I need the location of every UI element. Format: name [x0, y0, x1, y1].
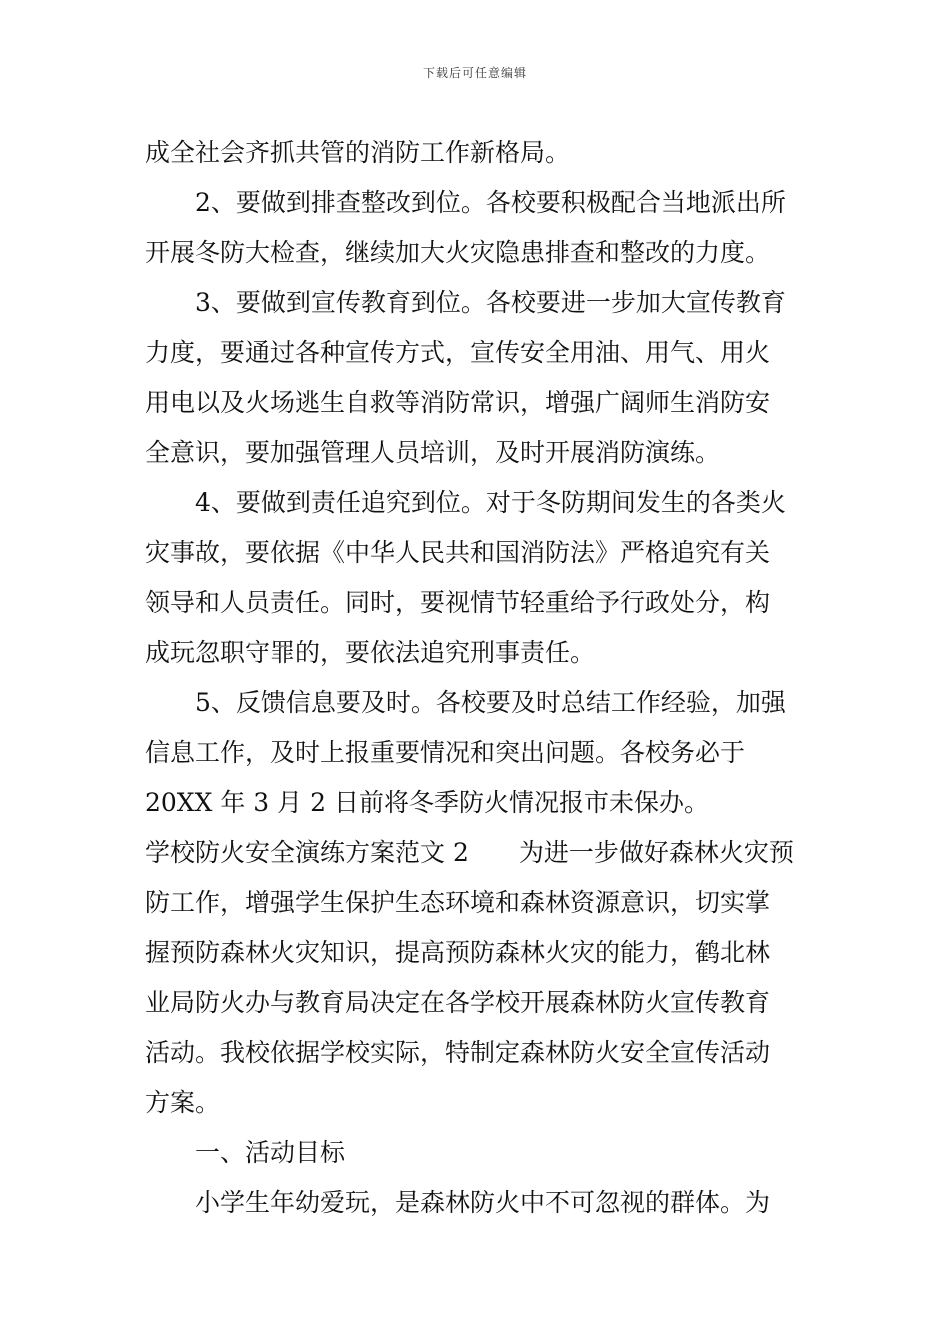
text-line: 2、要做到排查整改到位。各校要积极配合当地派出所	[195, 188, 786, 217]
text-line: 5、反馈信息要及时。各校要及时总结工作经验，加强	[195, 688, 786, 717]
text-line: 20XX 年 3 月 2 日前将冬季防火情况报市未保办。	[145, 788, 709, 817]
text-line: 方案。	[145, 1088, 221, 1117]
page-header: 下载后可任意编辑	[422, 66, 527, 80]
text-line: 全意识，要加强管理人员培训，及时开展消防演练。	[145, 438, 721, 467]
document-body	[145, 128, 810, 1228]
text-line: 成全社会齐抓共管的消防工作新格局。	[145, 138, 571, 167]
text-line: 开展冬防大检查，继续加大火灾隐患排查和整改的力度。	[145, 238, 771, 267]
text-line: 力度，要通过各种宣传方式，宣传安全用油、用气、用火	[145, 338, 771, 367]
text-line: 信息工作，及时上报重要情况和突出问题。各校务必于	[145, 738, 746, 767]
text-line: 防工作，增强学生保护生态环境和森林资源意识，切实掌	[145, 888, 771, 917]
text-line: 灾事故，要依据《中华人民共和国消防法》严格追究有关	[145, 538, 771, 567]
subheading-line: 一、活动目标	[195, 1138, 346, 1167]
text-line: 成玩忽职守罪的，要依法追究刑事责任。	[145, 638, 596, 667]
section-heading-line: 学校防火安全演练方案范文 2 为进一步做好森林火灾预	[145, 838, 794, 867]
text-line: 业局防火办与教育局决定在各学校开展森林防火宣传教育	[145, 988, 771, 1017]
text-line: 3、要做到宣传教育到位。各校要进一步加大宣传教育	[195, 288, 786, 317]
text-line: 领导和人员责任。同时，要视情节轻重给予行政处分，构	[145, 588, 771, 617]
text-line: 4、要做到责任追究到位。对于冬防期间发生的各类火	[195, 488, 786, 517]
text-line: 用电以及火场逃生自救等消防常识，增强广阔师生消防安	[145, 388, 771, 417]
text-line: 握预防森林火灾知识，提高预防森林火灾的能力，鹤北林	[145, 938, 771, 967]
text-line: 小学生年幼爱玩，是森林防火中不可忽视的群体。为	[195, 1188, 771, 1217]
text-line: 活动。我校依据学校实际，特制定森林防火安全宣传活动	[145, 1038, 771, 1067]
